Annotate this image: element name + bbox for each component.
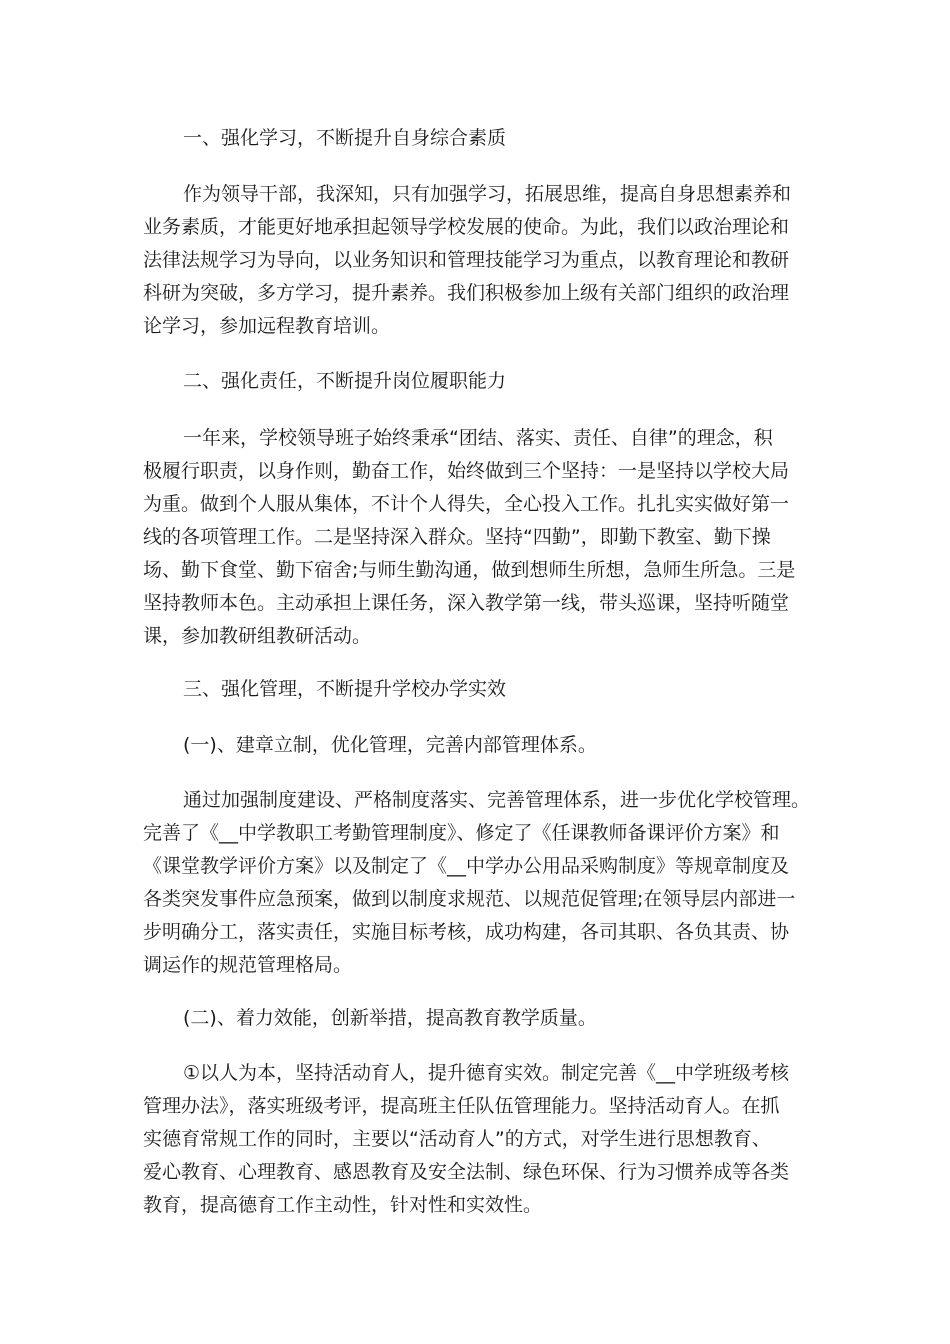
text-line: 课，参加教研组教研活动。: [143, 625, 372, 647]
text-line: 爱心教育、心理教育、感恩教育及安全法制、绿色环保、行为习惯养成等各类: [143, 1161, 790, 1183]
section2-heading: 二、强化责任，不断提升岗位履职能力: [183, 370, 507, 392]
text-line: 极履行职责，以身作则，勤奋工作，始终做到三个坚持：一是坚持以学校大局: [143, 460, 790, 482]
subsection2-heading: (二)、着力效能，创新举措，提高教育教学质量。: [183, 1007, 597, 1029]
text-line: 调运作的规范管理格局。: [143, 954, 353, 976]
text-line: 业务素质，才能更好地承担起领导学校发展的使命。为此，我们以政治理论和: [143, 216, 790, 238]
subsection2-paragraph: [143, 1057, 815, 1222]
text-line: 坚持教师本色。主动承担上课任务，深入教学第一线，带头巡课，坚持听随堂: [143, 592, 790, 614]
text-line: 法律法规学习为导向，以业务知识和管理技能学习为重点，以教育理论和教研: [143, 249, 790, 271]
text-line: 步明确分工，落实责任，实施目标考核，成功构建，各司其职、各负其责、协: [143, 921, 790, 943]
section1-heading: 一、强化学习，不断提升自身综合素质: [183, 127, 507, 149]
text-line: 各类突发事件应急预案，做到以制度求规范、以规范促管理;在领导层内部进一: [143, 888, 796, 910]
text-line: 完善了《__中学教职工考勤管理制度》、修定了《任课教师备课评价方案》和: [143, 822, 780, 844]
text-line: 场、勤下食堂、勤下宿舍;与师生勤沟通，做到想师生所想，急师生所急。三是: [143, 559, 796, 581]
text-line: 《课堂教学评价方案》以及制定了《__中学办公用品采购制度》等规章制度及: [143, 855, 790, 877]
section1-paragraph: [143, 178, 815, 343]
text-line: 通过加强制度建设、严格制度落实、完善管理体系，进一步优化学校管理。: [183, 789, 811, 811]
text-line: ①以人为本，坚持活动育人，提升德育实效。制定完善《__中学班级考核: [183, 1062, 790, 1084]
subsection1-heading: (一)、建章立制，优化管理，完善内部管理体系。: [183, 734, 597, 756]
text-line: 论学习，参加远程教育培训。: [143, 315, 391, 337]
text-line: 管理办法》，落实班级考评，提高班主任队伍管理能力。坚持活动育人。在抓: [143, 1095, 780, 1117]
text-line: 作为领导干部，我深知，只有加强学习，拓展思维，提高自身思想素养和: [183, 183, 792, 205]
text-line: 实德育常规工作的同时，主要以“活动育人”的方式，对学生进行思想教育、: [143, 1128, 771, 1150]
section3-heading: 三、强化管理，不断提升学校办学实效: [183, 678, 507, 700]
section2-paragraph: [143, 422, 815, 653]
text-line: 教育，提高德育工作主动性，针对性和实效性。: [143, 1194, 543, 1216]
text-line: 一年来，学校领导班子始终秉承“团结、落实、责任、自律”的理念，积: [183, 427, 773, 449]
subsection1-paragraph: [143, 784, 815, 982]
text-line: 科研为突破，多方学习，提升素养。我们积极参加上级有关部门组织的政治理: [143, 282, 790, 304]
text-line: 线的各项管理工作。二是坚持深入群众。坚持“四勤”，即勤下教室、勤下操: [143, 526, 771, 548]
text-line: 为重。做到个人服从集体，不计个人得失，全心投入工作。扎扎实实做好第一: [143, 493, 790, 515]
